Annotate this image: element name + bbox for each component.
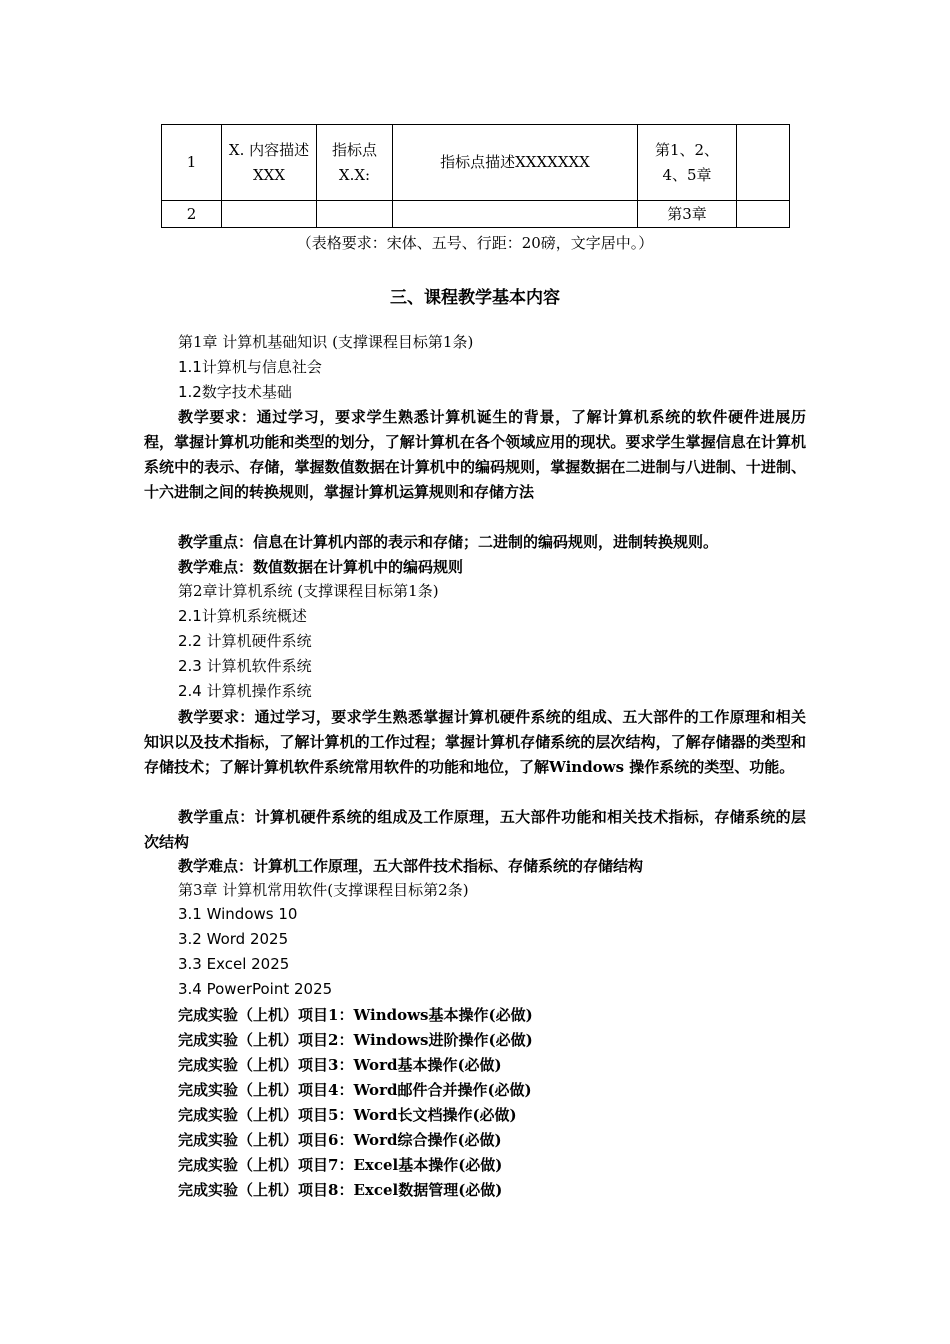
indicator-point-cell: 指标点X.X: xyxy=(317,125,393,201)
lab-item-4: 完成实验（上机）项目4：Word邮件合并操作(必做) xyxy=(178,1081,532,1099)
chapter-2-key-points: 教学重点：计算机硬件系统的组成及工作原理，五大部件功能和相关技术指标，存储系统的层次结构 xyxy=(144,808,806,851)
chapter-1-requirements: 教学要求：通过学习，要求学生熟悉计算机诞生的背景，了解计算机系统的软件硬件进展历程，掌握计算机功能和类型的划分，了解计算机在各个领域应用的现状。要求学生掌握信息在计算机系统中的表示、存储，掌握数值数据在计算机中的编码规则，掌握数据在二进制与八进制、十进制、十六进制之间的转换规则，掌握计算机运算规则和存储方法 xyxy=(144,408,806,501)
objectives-table xyxy=(161,124,790,228)
chapter-2-section-1: 2.1计算机系统概述 xyxy=(178,607,307,625)
lab-item-3: 完成实验（上机）项目3：Word基本操作(必做) xyxy=(178,1056,502,1074)
chapter-3-section-2: 3.2 Word 2025 xyxy=(178,930,289,948)
chapter-2-section-4: 2.4 计算机操作系统 xyxy=(178,682,312,700)
lab-item-2: 完成实验（上机）项目2：Windows进阶操作(必做) xyxy=(178,1031,533,1049)
indicator-desc-cell xyxy=(393,201,638,228)
chapter-1-section-1: 1.1计算机与信息社会 xyxy=(178,358,322,376)
table-row xyxy=(162,125,790,201)
chapter-3-section-3: 3.3 Excel 2025 xyxy=(178,955,290,973)
table-row xyxy=(162,201,790,228)
indicator-point-cell xyxy=(317,201,393,228)
chapter-2-section-2: 2.2 计算机硬件系统 xyxy=(178,632,312,650)
content-cell xyxy=(222,201,317,228)
chapter-2-section-3: 2.3 计算机软件系统 xyxy=(178,657,312,675)
chapter-3-title: 第3章 计算机常用软件(支撑课程目标第2条) xyxy=(178,881,469,899)
chapter-2-difficulties: 教学难点：计算机工作原理，五大部件技术指标、存储系统的存储结构 xyxy=(178,857,644,875)
chapter-3-section-4: 3.4 PowerPoint 2025 xyxy=(178,980,333,998)
chapters-cell: 第1、2、4、5章 xyxy=(638,125,737,201)
chapter-1-title: 第1章 计算机基础知识 (支撑课程目标第1条) xyxy=(178,333,474,351)
lab-item-6: 完成实验（上机）项目6：Word综合操作(必做) xyxy=(178,1131,502,1149)
indicator-desc-cell: 指标点描述XXXXXXX xyxy=(393,125,638,201)
chapter-3-section-1: 3.1 Windows 10 xyxy=(178,905,298,923)
chapter-1-key-points: 教学重点：信息在计算机内部的表示和存储；二进制的编码规则，进制转换规则。 xyxy=(178,533,719,551)
chapter-1-difficulties: 教学难点：数值数据在计算机中的编码规则 xyxy=(178,558,464,576)
content-cell: X. 内容描述XXX xyxy=(222,125,317,201)
lab-item-1: 完成实验（上机）项目1：Windows基本操作(必做) xyxy=(178,1006,533,1024)
lab-item-7: 完成实验（上机）项目7：Excel基本操作(必做) xyxy=(178,1156,503,1174)
table-caption: （表格要求：宋体、五号、行距：20磅，文字居中。） xyxy=(296,234,654,252)
extra-cell xyxy=(737,125,790,201)
row-number: 2 xyxy=(162,201,222,228)
row-number: 1 xyxy=(162,125,222,201)
extra-cell xyxy=(737,201,790,228)
chapter-1-section-2: 1.2数字技术基础 xyxy=(178,383,292,401)
chapter-2-requirements: 教学要求：通过学习，要求学生熟悉掌握计算机硬件系统的组成、五大部件的工作原理和相关知识以及技术指标，了解计算机的工作过程；掌握计算机存储系统的层次结构，了解存储器的类型和存储技术；了解计算机软件系统常用软件的功能和地位，了解Windows 操作系统的类型、功能。 xyxy=(144,708,806,776)
section-title: 三、课程教学基本内容 xyxy=(390,288,560,308)
chapter-2-title: 第2章计算机系统 (支撑课程目标第1条) xyxy=(178,582,439,600)
chapters-cell: 第3章 xyxy=(638,201,737,228)
lab-item-8: 完成实验（上机）项目8：Excel数据管理(必做) xyxy=(178,1181,503,1199)
lab-item-5: 完成实验（上机）项目5：Word长文档操作(必做) xyxy=(178,1106,517,1124)
